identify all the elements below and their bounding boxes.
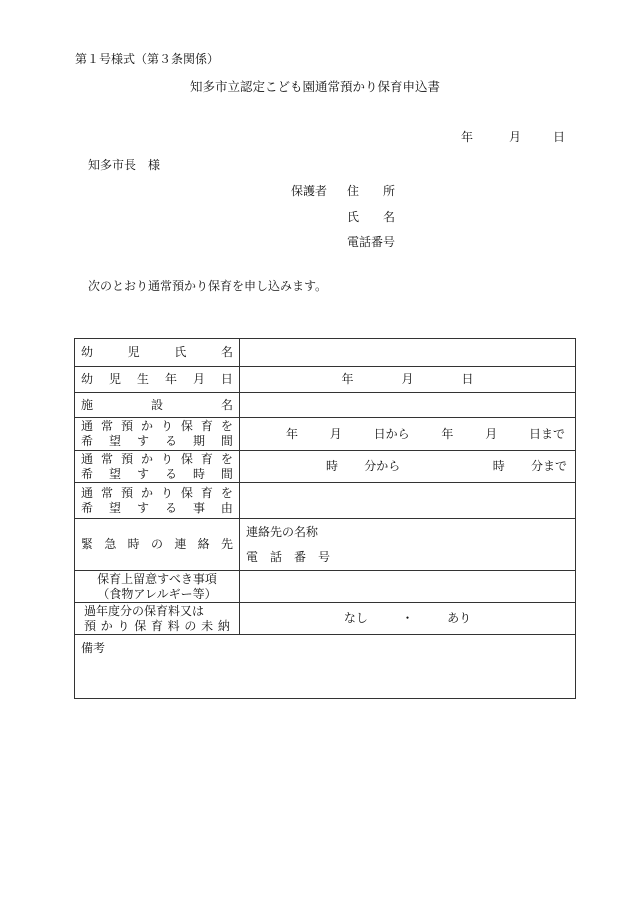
label-char: り bbox=[117, 618, 130, 633]
label-char: の bbox=[150, 537, 163, 551]
label-char: 料 bbox=[167, 618, 180, 633]
birth-year-label: 年 bbox=[341, 372, 354, 386]
label-char: る bbox=[164, 466, 177, 481]
label-char: 緊 bbox=[81, 537, 94, 551]
label-char: 常 bbox=[100, 451, 113, 466]
unpaid-separator: ・ bbox=[401, 611, 414, 625]
period-end-year: 年 bbox=[441, 426, 454, 441]
label-char: 育 bbox=[150, 618, 163, 633]
label-char: 日 bbox=[220, 372, 233, 386]
guardian-phone-label: 電話番号 bbox=[347, 235, 396, 249]
label-char: 氏 bbox=[174, 345, 187, 359]
label-char: 希 bbox=[81, 500, 94, 515]
form-number: 第１号様式（第３条関係） bbox=[75, 52, 220, 66]
label-char: 年 bbox=[164, 372, 177, 386]
notes-label-line2: （食物アレルギー等） bbox=[97, 586, 217, 601]
label-char: 望 bbox=[108, 500, 121, 515]
unpaid-field bbox=[240, 603, 576, 635]
row-unpaid bbox=[75, 603, 576, 635]
label-char: 育 bbox=[200, 485, 213, 500]
child-name-field[interactable] bbox=[240, 339, 576, 367]
date-month-label: 月 bbox=[509, 130, 522, 144]
birth-month-label: 月 bbox=[401, 372, 414, 386]
label-char: 絡 bbox=[197, 537, 210, 551]
label-char: 希 bbox=[81, 466, 94, 481]
time-end-hour: 時 bbox=[492, 459, 505, 473]
time-end-min: 分まで bbox=[530, 459, 567, 473]
label-char: 通 bbox=[81, 451, 94, 466]
label-char: 望 bbox=[108, 466, 121, 481]
label-char: 育 bbox=[200, 419, 213, 433]
label-char: 幼 bbox=[81, 345, 94, 359]
label-char: 預 bbox=[120, 419, 133, 433]
birth-date-field[interactable] bbox=[240, 367, 576, 393]
label-char: る bbox=[164, 500, 177, 515]
period-field[interactable] bbox=[240, 418, 576, 451]
notes-field[interactable] bbox=[240, 571, 576, 603]
facility-field[interactable] bbox=[240, 393, 576, 418]
label-char: 常 bbox=[100, 419, 113, 433]
form-title: 知多市立認定こども園通常預かり保育申込書 bbox=[189, 79, 440, 94]
period-end-month: 月 bbox=[485, 426, 498, 441]
label-char: の bbox=[184, 618, 197, 633]
label-char: 期 bbox=[192, 434, 205, 448]
row-facility bbox=[75, 393, 576, 418]
unpaid-option-none[interactable]: なし bbox=[343, 611, 368, 625]
period-start-year: 年 bbox=[286, 426, 299, 441]
period-end-day: 日まで bbox=[528, 426, 565, 441]
row-child-name bbox=[75, 339, 576, 367]
label-char: 保 bbox=[180, 451, 193, 466]
birth-day-label: 日 bbox=[461, 372, 474, 386]
label-char: 名 bbox=[220, 345, 233, 359]
unpaid-option-yes[interactable]: あり bbox=[447, 611, 472, 625]
label-char: 幼 bbox=[81, 372, 94, 386]
row-period bbox=[75, 418, 576, 451]
label-char: 時 bbox=[127, 537, 140, 551]
label-char: 設 bbox=[150, 397, 163, 412]
label-char: 望 bbox=[108, 434, 121, 448]
unpaid-label bbox=[75, 603, 240, 635]
time-start-hour: 時 bbox=[326, 459, 339, 473]
label-char: を bbox=[220, 485, 233, 500]
label-char: 由 bbox=[220, 500, 233, 515]
label-char: 時 bbox=[192, 466, 205, 481]
remarks-field[interactable] bbox=[75, 635, 576, 699]
label-char: り bbox=[160, 485, 173, 500]
birth-date-label bbox=[75, 367, 240, 393]
row-remarks bbox=[75, 635, 576, 699]
row-time bbox=[75, 451, 576, 483]
row-reason bbox=[75, 483, 576, 519]
period-label bbox=[75, 418, 240, 451]
guardian-address-label: 住 所 bbox=[347, 184, 396, 198]
date-year-label: 年 bbox=[461, 130, 474, 144]
label-char: 通 bbox=[81, 485, 94, 500]
row-emergency bbox=[75, 519, 576, 571]
label-char: 名 bbox=[220, 397, 233, 412]
label-char: 未 bbox=[201, 618, 214, 633]
label-char: 間 bbox=[220, 434, 233, 448]
label-char: す bbox=[136, 500, 149, 515]
label-char: 希 bbox=[81, 434, 94, 448]
intro-text: 次のとおり通常預かり保育を申し込みます。 bbox=[88, 279, 328, 293]
label-char: す bbox=[136, 466, 149, 481]
label-char: か bbox=[140, 451, 153, 466]
label-char: 急 bbox=[104, 537, 117, 551]
label-char: か bbox=[140, 419, 153, 433]
emergency-label bbox=[75, 519, 240, 571]
label-char: り bbox=[160, 451, 173, 466]
time-label bbox=[75, 451, 240, 483]
label-char: 月 bbox=[192, 372, 205, 386]
date-day-label: 日 bbox=[553, 130, 566, 144]
unpaid-label-line1: 過年度分の保育料又は bbox=[84, 603, 205, 618]
label-char: り bbox=[160, 419, 173, 433]
label-char: る bbox=[164, 434, 177, 448]
label-char: 連 bbox=[174, 537, 187, 551]
time-gap bbox=[427, 459, 467, 474]
addressee: 知多市長 様 bbox=[88, 158, 161, 172]
row-birth-date bbox=[75, 367, 576, 393]
label-char: 納 bbox=[217, 618, 230, 633]
remarks-label: 備考 bbox=[81, 641, 106, 655]
label-char: 育 bbox=[200, 451, 213, 466]
label-char: 保 bbox=[180, 419, 193, 433]
emergency-field[interactable] bbox=[240, 519, 576, 571]
notes-label bbox=[75, 571, 240, 603]
label-char: か bbox=[140, 485, 153, 500]
reason-field[interactable] bbox=[240, 483, 576, 519]
label-char: 間 bbox=[220, 466, 233, 481]
period-start-month: 月 bbox=[329, 426, 342, 441]
label-char: 事 bbox=[192, 500, 205, 515]
label-char: 先 bbox=[220, 537, 233, 551]
guardian-label: 保護者 bbox=[291, 184, 328, 198]
guardian-name-label: 氏 名 bbox=[347, 210, 396, 224]
facility-label bbox=[75, 393, 240, 418]
label-char: 通 bbox=[81, 419, 94, 433]
period-start-day: 日から bbox=[373, 426, 410, 441]
label-char: 預 bbox=[84, 618, 97, 633]
label-char: 保 bbox=[180, 485, 193, 500]
application-table bbox=[74, 338, 576, 699]
label-char: 児 bbox=[108, 372, 121, 386]
label-char: す bbox=[136, 434, 149, 448]
row-notes bbox=[75, 571, 576, 603]
emergency-contact-name-label: 連絡先の名称 bbox=[246, 524, 319, 539]
label-char: 生 bbox=[136, 372, 149, 386]
child-name-label bbox=[75, 339, 240, 367]
label-char: を bbox=[220, 419, 233, 433]
label-char: を bbox=[220, 451, 233, 466]
reason-label bbox=[75, 483, 240, 519]
notes-label-line1: 保育上留意すべき事項 bbox=[97, 571, 217, 586]
label-char: 保 bbox=[134, 618, 147, 633]
label-char: 常 bbox=[100, 485, 113, 500]
label-char: 児 bbox=[127, 345, 140, 359]
time-field[interactable] bbox=[240, 451, 576, 483]
time-start-min: 分から bbox=[364, 459, 401, 473]
label-char: 預 bbox=[120, 451, 133, 466]
label-char: 預 bbox=[120, 485, 133, 500]
label-char: か bbox=[100, 618, 113, 633]
application-date bbox=[461, 130, 565, 144]
emergency-phone-label: 電 話 番 号 bbox=[246, 549, 331, 564]
label-char: 施 bbox=[81, 397, 94, 412]
